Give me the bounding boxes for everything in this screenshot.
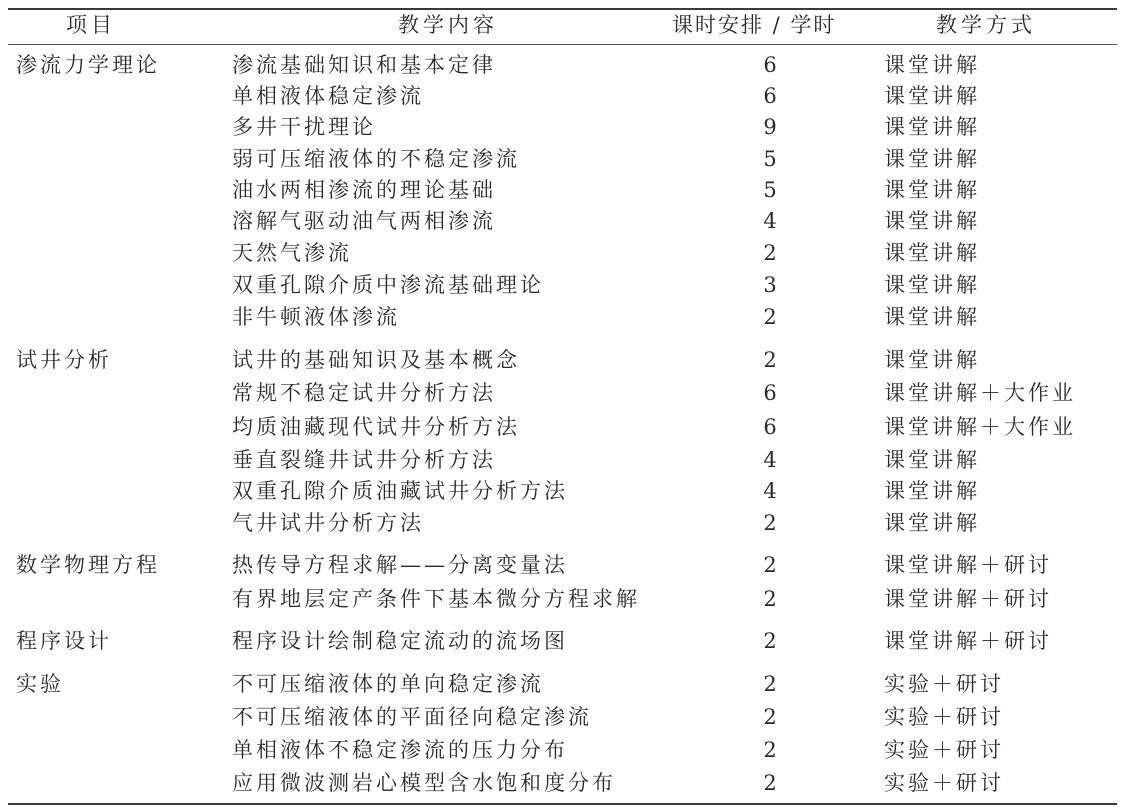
header-rule [8, 44, 1117, 45]
hours-cell: 4 [763, 479, 777, 503]
content-cell: 弱可压缩液体的不稳定渗流 [232, 147, 520, 171]
method-cell: 课堂讲解 [884, 178, 980, 202]
method-cell: 课堂讲解 [884, 479, 980, 503]
method-cell: 课堂讲解 [884, 115, 980, 139]
content-cell: 气井试井分析方法 [232, 511, 424, 535]
method-cell: 课堂讲解 [884, 53, 980, 77]
hours-cell: 6 [763, 381, 777, 405]
hours-cell: 2 [763, 629, 777, 653]
hours-cell: 6 [763, 84, 777, 108]
hours-cell: 6 [763, 415, 777, 439]
header-category: 项目 [66, 13, 116, 37]
content-cell: 多井干扰理论 [232, 115, 376, 139]
method-cell: 课堂讲解＋研讨 [884, 553, 1052, 577]
method-cell: 实验＋研讨 [884, 705, 1004, 729]
method-cell: 课堂讲解 [884, 273, 980, 297]
method-cell: 课堂讲解 [884, 348, 980, 372]
category-label: 渗流力学理论 [16, 53, 160, 77]
category-label: 程序设计 [16, 629, 112, 653]
content-cell: 热传导方程求解——分离变量法 [232, 553, 568, 577]
content-cell: 有界地层定产条件下基本微分方程求解 [232, 587, 640, 611]
hours-cell: 2 [763, 348, 777, 372]
content-cell: 非牛顿液体渗流 [232, 305, 400, 329]
content-cell: 应用微波测岩心模型含水饱和度分布 [232, 771, 616, 795]
content-cell: 双重孔隙介质油藏试井分析方法 [232, 479, 568, 503]
method-cell: 课堂讲解 [884, 147, 980, 171]
category-label: 实验 [16, 672, 64, 696]
hours-cell: 2 [763, 672, 777, 696]
content-cell: 渗流基础知识和基本定律 [232, 53, 496, 77]
content-cell: 垂直裂缝井试井分析方法 [232, 448, 496, 472]
content-cell: 单相液体稳定渗流 [232, 84, 424, 108]
hours-cell: 2 [763, 553, 777, 577]
method-cell: 课堂讲解＋研讨 [884, 587, 1052, 611]
content-cell: 不可压缩液体的单向稳定渗流 [232, 672, 544, 696]
hours-cell: 2 [763, 771, 777, 795]
hours-cell: 2 [763, 587, 777, 611]
hours-cell: 3 [763, 273, 777, 297]
table-bottom-rule [8, 803, 1117, 805]
content-cell: 溶解气驱动油气两相渗流 [232, 209, 496, 233]
hours-cell: 2 [763, 705, 777, 729]
method-cell: 课堂讲解 [884, 448, 980, 472]
content-cell: 天然气渗流 [232, 241, 352, 265]
hours-cell: 5 [763, 178, 777, 202]
method-cell: 课堂讲解 [884, 241, 980, 265]
hours-cell: 2 [763, 305, 777, 329]
content-cell: 程序设计绘制稳定流动的流场图 [232, 629, 568, 653]
content-cell: 油水两相渗流的理论基础 [232, 178, 496, 202]
content-cell: 均质油藏现代试井分析方法 [232, 415, 520, 439]
hours-cell: 2 [763, 511, 777, 535]
content-cell: 单相液体不稳定渗流的压力分布 [232, 738, 568, 762]
hours-cell: 6 [763, 53, 777, 77]
method-cell: 课堂讲解 [884, 305, 980, 329]
method-cell: 实验＋研讨 [884, 672, 1004, 696]
hours-cell: 2 [763, 241, 777, 265]
category-label: 试井分析 [16, 348, 112, 372]
category-label: 数学物理方程 [16, 553, 160, 577]
header-method: 教学方式 [936, 13, 1036, 37]
hours-cell: 9 [763, 115, 777, 139]
hours-cell: 2 [763, 738, 777, 762]
content-cell: 常规不稳定试井分析方法 [232, 381, 496, 405]
content-cell: 试井的基础知识及基本概念 [232, 348, 520, 372]
method-cell: 课堂讲解＋大作业 [884, 381, 1076, 405]
header-hours: 课时安排 / 学时 [672, 13, 837, 37]
method-cell: 课堂讲解 [884, 84, 980, 108]
method-cell: 课堂讲解＋研讨 [884, 629, 1052, 653]
method-cell: 实验＋研讨 [884, 738, 1004, 762]
hours-cell: 5 [763, 147, 777, 171]
method-cell: 实验＋研讨 [884, 771, 1004, 795]
hours-cell: 4 [763, 209, 777, 233]
content-cell: 双重孔隙介质中渗流基础理论 [232, 273, 544, 297]
method-cell: 课堂讲解 [884, 209, 980, 233]
method-cell: 课堂讲解＋大作业 [884, 415, 1076, 439]
method-cell: 课堂讲解 [884, 511, 980, 535]
hours-cell: 4 [763, 448, 777, 472]
content-cell: 不可压缩液体的平面径向稳定渗流 [232, 705, 592, 729]
header-content: 教学内容 [398, 13, 498, 37]
